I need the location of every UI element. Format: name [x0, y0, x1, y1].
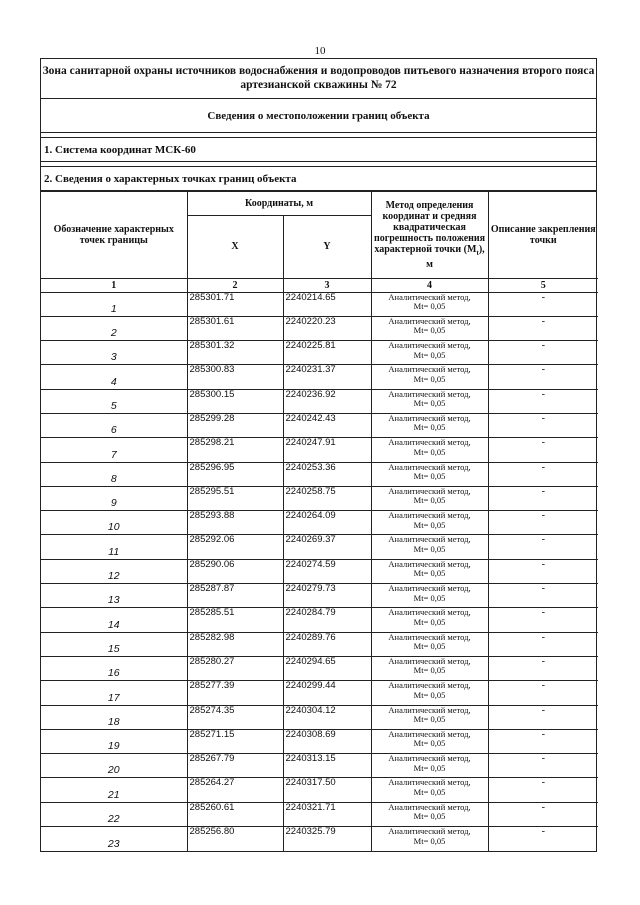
- point-label: 20: [41, 754, 187, 778]
- point-label: 19: [41, 729, 187, 753]
- coordinates-table: [41, 192, 598, 851]
- table-row: [41, 486, 598, 510]
- method-text: Аналитический метод,: [388, 315, 471, 326]
- accuracy-text: Mt= 0,05: [413, 495, 446, 506]
- table-body: [41, 292, 598, 851]
- method-cell: [371, 462, 488, 486]
- method-cell: [371, 316, 488, 340]
- method-text: Аналитический метод,: [388, 801, 471, 812]
- y-coordinate: 2240231.37: [283, 365, 371, 389]
- table-row: [41, 705, 598, 729]
- column-number: 3: [283, 278, 371, 292]
- method-cell: [371, 754, 488, 778]
- y-coordinate: 2240299.44: [283, 681, 371, 705]
- y-coordinate: 2240317.50: [283, 778, 371, 802]
- y-coordinate: 2240225.81: [283, 341, 371, 365]
- method-cell: [371, 559, 488, 583]
- point-label: 14: [41, 608, 187, 632]
- x-coordinate: 285271.15: [187, 729, 283, 753]
- y-coordinate: 2240264.09: [283, 511, 371, 535]
- method-cell: [371, 656, 488, 680]
- table-row: [41, 535, 598, 559]
- accuracy-text: Mt= 0,05: [413, 835, 446, 846]
- method-text: Аналитический метод,: [388, 607, 471, 618]
- table-row: [41, 559, 598, 583]
- y-coordinate: 2240253.36: [283, 462, 371, 486]
- x-coordinate: 285290.06: [187, 559, 283, 583]
- y-coordinate: 2240242.43: [283, 413, 371, 437]
- header-description: Описание закрепления точки: [488, 192, 598, 278]
- x-coordinate: 285292.06: [187, 535, 283, 559]
- method-cell: [371, 584, 488, 608]
- method-cell: [371, 705, 488, 729]
- point-label: 11: [41, 535, 187, 559]
- x-coordinate: 285285.51: [187, 608, 283, 632]
- y-coordinate: 2240214.65: [283, 292, 371, 316]
- accuracy-text: Mt= 0,05: [413, 665, 446, 676]
- description-cell: -: [488, 389, 598, 413]
- x-coordinate: 285301.61: [187, 316, 283, 340]
- description-cell: -: [488, 632, 598, 656]
- method-text: Аналитический метод,: [388, 631, 471, 642]
- accuracy-text: Mt= 0,05: [413, 398, 446, 409]
- x-coordinate: 285301.71: [187, 292, 283, 316]
- method-cell: [371, 292, 488, 316]
- method-text: Аналитический метод,: [388, 777, 471, 788]
- table-row: [41, 656, 598, 680]
- accuracy-text: Mt= 0,05: [413, 811, 446, 822]
- point-label: 22: [41, 802, 187, 826]
- description-cell: -: [488, 511, 598, 535]
- x-coordinate: 285264.27: [187, 778, 283, 802]
- accuracy-text: Mt= 0,05: [413, 714, 446, 725]
- y-coordinate: 2240308.69: [283, 729, 371, 753]
- x-coordinate: 285256.80: [187, 827, 283, 851]
- x-coordinate: 285293.88: [187, 511, 283, 535]
- table-row: [41, 754, 598, 778]
- method-text: Аналитический метод,: [388, 558, 471, 569]
- y-coordinate: 2240279.73: [283, 584, 371, 608]
- table-row: [41, 511, 598, 535]
- description-cell: -: [488, 413, 598, 437]
- method-cell: [371, 681, 488, 705]
- accuracy-text: Mt= 0,05: [413, 641, 446, 652]
- section-coordinate-system: 1. Система координат МСК-60: [41, 138, 596, 162]
- accuracy-text: Mt= 0,05: [413, 786, 446, 797]
- accuracy-text: Mt= 0,05: [413, 689, 446, 700]
- method-text: Аналитический метод,: [388, 655, 471, 666]
- description-cell: -: [488, 681, 598, 705]
- method-cell: [371, 511, 488, 535]
- header-y: Y: [283, 215, 371, 278]
- y-coordinate: 2240325.79: [283, 827, 371, 851]
- description-cell: -: [488, 778, 598, 802]
- method-cell: [371, 729, 488, 753]
- point-label: 10: [41, 511, 187, 535]
- accuracy-text: Mt= 0,05: [413, 519, 446, 530]
- method-text: Аналитический метод,: [388, 728, 471, 739]
- y-coordinate: 2240274.59: [283, 559, 371, 583]
- description-cell: -: [488, 559, 598, 583]
- method-cell: [371, 608, 488, 632]
- description-cell: -: [488, 608, 598, 632]
- x-coordinate: 285296.95: [187, 462, 283, 486]
- table-row: [41, 292, 598, 316]
- description-cell: -: [488, 292, 598, 316]
- table-row: [41, 608, 598, 632]
- x-coordinate: 285260.61: [187, 802, 283, 826]
- accuracy-text: Mt= 0,05: [413, 349, 446, 360]
- document-frame: [40, 58, 597, 852]
- accuracy-text: Mt= 0,05: [413, 568, 446, 579]
- point-label: 8: [41, 462, 187, 486]
- method-cell: [371, 802, 488, 826]
- point-label: 5: [41, 389, 187, 413]
- description-cell: -: [488, 341, 598, 365]
- method-text: Аналитический метод,: [388, 461, 471, 472]
- column-number: 2: [187, 278, 283, 292]
- accuracy-text: Mt= 0,05: [413, 373, 446, 384]
- header-coordinates: Координаты, м: [187, 192, 371, 215]
- point-label: 7: [41, 438, 187, 462]
- column-number: 1: [41, 278, 187, 292]
- point-label: 4: [41, 365, 187, 389]
- y-coordinate: 2240269.37: [283, 535, 371, 559]
- accuracy-text: Mt= 0,05: [413, 422, 446, 433]
- y-coordinate: 2240289.76: [283, 632, 371, 656]
- accuracy-text: Mt= 0,05: [413, 738, 446, 749]
- y-coordinate: 2240321.71: [283, 802, 371, 826]
- method-text: Аналитический метод,: [388, 510, 471, 521]
- method-text: Аналитический метод,: [388, 291, 471, 302]
- accuracy-text: Mt= 0,05: [413, 762, 446, 773]
- table-row: [41, 341, 598, 365]
- document-title: Зона санитарной охраны источников водоснабжения и водопроводов питьевого назначения второго пояса артезианской скважины № 72: [41, 59, 596, 99]
- method-text: Аналитический метод,: [388, 826, 471, 837]
- x-coordinate: 285300.15: [187, 389, 283, 413]
- x-coordinate: 285299.28: [187, 413, 283, 437]
- table-row: [41, 462, 598, 486]
- description-cell: -: [488, 584, 598, 608]
- column-number: 5: [488, 278, 598, 292]
- x-coordinate: 285295.51: [187, 486, 283, 510]
- method-cell: [371, 535, 488, 559]
- x-coordinate: 285267.79: [187, 754, 283, 778]
- description-cell: -: [488, 438, 598, 462]
- y-coordinate: 2240294.65: [283, 656, 371, 680]
- accuracy-text: Mt= 0,05: [413, 325, 446, 336]
- y-coordinate: 2240220.23: [283, 316, 371, 340]
- description-cell: -: [488, 705, 598, 729]
- description-cell: -: [488, 656, 598, 680]
- point-label: 12: [41, 559, 187, 583]
- x-coordinate: 285274.35: [187, 705, 283, 729]
- x-coordinate: 285301.32: [187, 341, 283, 365]
- method-text: Аналитический метод,: [388, 412, 471, 423]
- accuracy-text: Mt= 0,05: [413, 592, 446, 603]
- column-number: 4: [371, 278, 488, 292]
- x-coordinate: 285300.83: [187, 365, 283, 389]
- point-label: 18: [41, 705, 187, 729]
- table-row: [41, 802, 598, 826]
- table-row: [41, 438, 598, 462]
- point-label: 13: [41, 584, 187, 608]
- method-cell: [371, 438, 488, 462]
- section-points: 2. Сведения о характерных точках границ объекта: [41, 167, 596, 191]
- table-row: [41, 632, 598, 656]
- table-row: [41, 729, 598, 753]
- method-cell: [371, 365, 488, 389]
- x-coordinate: 285287.87: [187, 584, 283, 608]
- description-cell: -: [488, 729, 598, 753]
- method-text: Аналитический метод,: [388, 485, 471, 496]
- point-label: 23: [41, 827, 187, 851]
- method-text: Аналитический метод,: [388, 704, 471, 715]
- point-label: 9: [41, 486, 187, 510]
- table-row: [41, 681, 598, 705]
- accuracy-text: Mt= 0,05: [413, 543, 446, 554]
- point-label: 16: [41, 656, 187, 680]
- header-point: Обозначение характерных точек границы: [41, 192, 187, 278]
- y-coordinate: 2240304.12: [283, 705, 371, 729]
- table-row: [41, 413, 598, 437]
- table-row: [41, 584, 598, 608]
- description-cell: -: [488, 486, 598, 510]
- table-row: [41, 316, 598, 340]
- description-cell: -: [488, 535, 598, 559]
- description-cell: -: [488, 754, 598, 778]
- header-x: X: [187, 215, 283, 278]
- y-coordinate: 2240284.79: [283, 608, 371, 632]
- y-coordinate: 2240236.92: [283, 389, 371, 413]
- table-row: [41, 389, 598, 413]
- table-row: [41, 778, 598, 802]
- x-coordinate: 285277.39: [187, 681, 283, 705]
- x-coordinate: 285298.21: [187, 438, 283, 462]
- method-text: Аналитический метод,: [388, 437, 471, 448]
- accuracy-text: Mt= 0,05: [413, 301, 446, 311]
- point-label: 6: [41, 413, 187, 437]
- method-text: Аналитический метод,: [388, 583, 471, 594]
- y-coordinate: 2240313.15: [283, 754, 371, 778]
- x-coordinate: 285280.27: [187, 656, 283, 680]
- header-method: Метод определения координат и средняя квадратическая погрешность положения характерной точки $(M_t)$, м: [371, 192, 488, 278]
- method-text: Аналитический метод,: [388, 534, 471, 545]
- table-row: [41, 365, 598, 389]
- point-label: 1: [41, 292, 187, 316]
- description-cell: -: [488, 802, 598, 826]
- method-cell: [371, 827, 488, 851]
- accuracy-text: Mt= 0,05: [413, 616, 446, 627]
- description-cell: -: [488, 316, 598, 340]
- point-label: 3: [41, 341, 187, 365]
- x-coordinate: 285282.98: [187, 632, 283, 656]
- method-cell: [371, 778, 488, 802]
- document-subtitle: Сведения о местоположении границ объекта: [41, 99, 596, 133]
- method-cell: [371, 341, 488, 365]
- y-coordinate: 2240247.91: [283, 438, 371, 462]
- accuracy-text: Mt= 0,05: [413, 471, 446, 482]
- point-label: 2: [41, 316, 187, 340]
- method-cell: [371, 389, 488, 413]
- point-label: 21: [41, 778, 187, 802]
- accuracy-text: Mt= 0,05: [413, 446, 446, 457]
- method-cell: [371, 486, 488, 510]
- point-label: 15: [41, 632, 187, 656]
- method-cell: [371, 413, 488, 437]
- method-text: Аналитический метод,: [388, 753, 471, 764]
- y-coordinate: 2240258.75: [283, 486, 371, 510]
- method-text: Аналитический метод,: [388, 680, 471, 691]
- description-cell: -: [488, 462, 598, 486]
- method-text: Аналитический метод,: [388, 364, 471, 375]
- description-cell: -: [488, 827, 598, 851]
- method-text: Аналитический метод,: [388, 388, 471, 399]
- table-row: [41, 827, 598, 851]
- method-text: Аналитический метод,: [388, 340, 471, 351]
- page-number: 10: [314, 45, 326, 57]
- point-label: 17: [41, 681, 187, 705]
- description-cell: -: [488, 365, 598, 389]
- method-cell: [371, 632, 488, 656]
